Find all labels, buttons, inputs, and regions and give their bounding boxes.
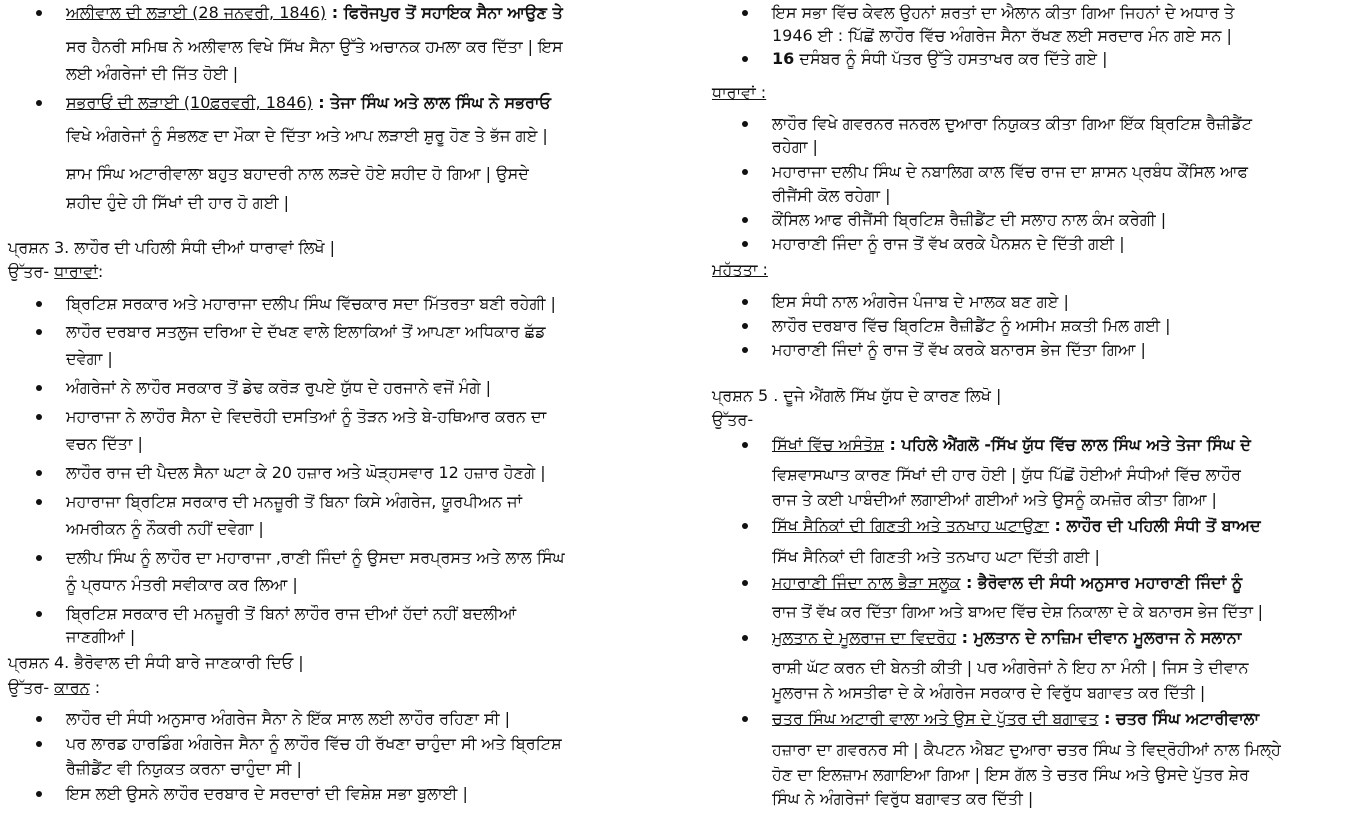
list-item [772, 571, 1242, 595]
text-line: ਸਿੰਘ ਨੇ ਅੰਗਰੇਜਾਂ ਵਿਰੁੱਧ ਬਗਾਵਤ ਕਰ ਦਿੱਤੀ | [772, 789, 1034, 808]
text-line: ਵਿਖੇ ਅੰਗਰੇਜਾਂ ਨੂੰ ਸੰਭਲਣ ਦਾ ਮੌਕਾ ਦੇ ਦਿੱਤਾ ਅਤੇ ਆਪ ਲੜਾਈ ਸ਼ੁਰੂ ਹੋਣ ਤੇ ਭੱਜ ਗਏ | [66, 126, 548, 145]
text-line: ਹੋਣ ਦਾ ਇਲਜ਼ਾਮ ਲਗਾਇਆ ਗਿਆ | ਇਸ ਗੱਲ ਤੇ ਚਤਰ ਸਿੰਘ ਅਤੇ ਉਸਦੇ ਪੁੱਤਰ ਸ਼ੇਰ [772, 765, 1250, 784]
answer-label: ਉੱਤਰ- [712, 410, 754, 429]
list-item [772, 626, 1241, 650]
list-item [772, 514, 1261, 538]
text-line: 1946 ਈ : ਪਿੱਛੋਂ ਲਾਹੌਰ ਵਿੱਚ ਅੰਗਰੇਜ ਸੈਨਾ ਰੱਖਣ ਲਈ ਸਰਦਾਰ ਮੰਨ ਗਏ ਸਨ | [772, 26, 1232, 45]
section-heading: ਧਾਰਾਵਾਂ [54, 262, 98, 281]
list-item: ਲਾਹੌਰ ਦਰਬਾਰ ਸਤਲੁਜ ਦਰਿਆ ਦੇ ਦੱਖਣ ਵਾਲੇ ਇਲਾਕਿਆਂ ਤੋਂ ਆਪਣਾ ਅਧਿਕਾਰ ਛੱਡ [66, 320, 546, 344]
text-line: ਰਾਜ ਤੋਂ ਵੱਖ ਕਰ ਦਿੱਤਾ ਗਿਆ ਅਤੇ ਬਾਅਦ ਵਿੱਚ ਦੇਸ਼ ਨਿਕਾਲਾ ਦੇ ਕੇ ਬਨਾਰਸ ਭੇਜ ਦਿੱਤਾ | [772, 602, 1263, 621]
list-item: ਮਹਾਰਾਣੀ ਜਿੰਦਾਂ ਨੂੰ ਰਾਜ ਤੋਂ ਵੱਖ ਕਰਕੇ ਬਨਾਰਸ ਭੇਜ ਦਿੱਤਾ ਗਿਆ | [772, 338, 1146, 362]
list-item [772, 433, 1251, 457]
text-line: ਦਵੇਗਾ | [66, 349, 113, 368]
text-line: ਸ਼ਹੀਦ ਹੁੰਦੇ ਹੀ ਸਿੱਖਾਂ ਦੀ ਹਾਰ ਹੋ ਗਈ | [66, 193, 290, 212]
text-line: ਵਚਨ ਦਿੱਤਾ | [66, 434, 143, 453]
text-line: ਸਰ ਹੈਨਰੀ ਸਮਿਥ ਨੇ ਅਲੀਵਾਲ ਵਿਖੇ ਸਿੱਖ ਸੈਨਾ ਉੱਤੇ ਅਚਾਨਕ ਹਮਲਾ ਕਰ ਦਿੱਤਾ | ਇਸ [66, 37, 563, 56]
question-3: ਪ੍ਰਸ਼ਨ 3. ਲਾਹੌਰ ਦੀ ਪਹਿਲੀ ਸੰਧੀ ਦੀਆਂ ਧਾਰਾਵਾਂ ਲਿਖੋ | [8, 238, 336, 257]
text-line: ਰੈਜ਼ੀਡੈਂਟ ਵੀ ਨਿਯੁਕਤ ਕਰਨਾ ਚਾਹੁੰਦਾ ਸੀ | [66, 759, 302, 778]
list-item: ਮਹਾਰਾਜਾ ਨੇ ਲਾਹੌਰ ਸੈਨਾ ਦੇ ਵਿਦਰੋਹੀ ਦਸਤਿਆਂ ਨੂੰ ਤੋੜਨ ਅਤੇ ਬੇ-ਹਥਿਆਰ ਕਰਨ ਦਾ [66, 405, 546, 429]
answer-prefix: ਉੱਤਰ- [8, 678, 55, 697]
heading-jindan: ਮਹਾਰਾਣੀ ਜਿੰਦਾ ਨਾਲ ਭੈੜਾ ਸਲੂਕ [772, 573, 961, 592]
list-item: ਮਹਾਰਾਜਾ ਬ੍ਰਿਟਿਸ਼ ਸਰਕਾਰ ਦੀ ਮਨਜ਼ੂਰੀ ਤੋਂ ਬਿਨਾ ਕਿਸੇ ਅੰਗਰੇਜ, ਯੂਰਪੀਅਨ ਜਾਂ [66, 490, 522, 514]
answer-prefix: ਉੱਤਰ- [8, 262, 55, 281]
text-line: ਦਸੰਬਰ ਨੂੰ ਸੰਧੀ ਪੱਤਰ ਉੱਤੇ ਹਸਤਾਖਰ ਕਰ ਦਿੱਤੇ ਗਏ | [794, 49, 1108, 68]
text-line: ਸਿੱਖ ਸੈਨਿਕਾਂ ਦੀ ਗਿਣਤੀ ਅਤੇ ਤਨਖਾਹ ਘਟਾ ਦਿੱਤੀ ਗਈ | [772, 547, 1100, 566]
list-item: ਅੰਗਰੇਜਾਂ ਨੇ ਲਾਹੌਰ ਸਰਕਾਰ ਤੋਂ ਡੇਢ ਕਰੋੜ ਰੁਪਏ ਯੁੱਧ ਦੇ ਹਰਜਾਨੇ ਵਜੋਂ ਮੰਗੇ | [66, 376, 491, 400]
text-line: ਰੀਜੈਂਸੀ ਕੋਲ ਰਹੇਗਾ | [772, 186, 891, 205]
text-line: : ਫਿਰੋਜਪੁਰ ਤੋਂ ਸਹਾਇਕ ਸੈਨਾ ਆਉਣ ਤੇ [326, 3, 563, 22]
text-line: ਰਹੇਗਾ | [772, 137, 818, 156]
text-line: : ਲਾਹੌਰ ਦੀ ਪਹਿਲੀ ਸੰਧੀ ਤੋਂ ਬਾਅਦ [1048, 516, 1261, 535]
list-item: ਪਰ ਲਾਰਡ ਹਾਰਡਿੰਗ ਅੰਗਰੇਜ ਸੈਨਾ ਨੂੰ ਲਾਹੌਰ ਵਿੱਚ ਹੀ ਰੱਖਣਾ ਚਾਹੁੰਦਾ ਸੀ ਅਤੇ ਬ੍ਰਿਟਿਸ਼ [66, 732, 562, 756]
heading-army-reduction: ਸਿੱਖ ਸੈਨਿਕਾਂ ਦੀ ਗਿਣਤੀ ਅਤੇ ਤਨਖਾਹ ਘਟਾਉਣਾ [772, 516, 1049, 535]
text-line: : ਤੇਜਾ ਸਿੰਘ ਅਤੇ ਲਾਲ ਸਿੰਘ ਨੇ ਸਭਰਾਓ [312, 93, 551, 112]
text-line: ਲਈ ਅੰਗਰੇਜਾਂ ਦੀ ਜਿੱਤ ਹੋਈ | [66, 64, 239, 83]
list-item [66, 1, 563, 25]
list-item: ਲਾਹੌਰ ਦੀ ਸੰਧੀ ਅਨੁਸਾਰ ਅੰਗਰੇਜ ਸੈਨਾ ਨੇ ਇੱਕ ਸਾਲ ਲਈ ਲਾਹੌਰ ਰਹਿਣਾ ਸੀ | [66, 707, 510, 731]
list-item: ਦਲੀਪ ਸਿੰਘ ਨੂੰ ਲਾਹੌਰ ਦਾ ਮਹਾਰਾਜਾ ,ਰਾਣੀ ਜਿੰਦਾਂ ਨੂੰ ਉਸਦਾ ਸਰਪ੍ਰਸਤ ਅਤੇ ਲਾਲ ਸਿੰਘ [66, 546, 564, 570]
section-heading: ਕਾਰਨ [54, 678, 90, 697]
text-line: ਅਮਰੀਕਨ ਨੂੰ ਨੌਕਰੀ ਨਹੀਂ ਦਵੇਗਾ | [66, 519, 264, 538]
list-item: ਕੌਂਸਿਲ ਆਫ ਰੀਜੈਂਸੀ ਬ੍ਰਿਟਿਸ਼ ਰੈਜ਼ੀਡੈਂਟ ਦੀ ਸਲਾਹ ਨਾਲ ਕੰਮ ਕਰੇਗੀ | [772, 208, 1166, 232]
text-line: : ਪਹਿਲੇ ਐਂਗਲੋ -ਸਿੱਖ ਯੁੱਧ ਵਿੱਚ ਲਾਲ ਸਿੰਘ ਅਤੇ ਤੇਜਾ ਸਿੰਘ ਦੇ [883, 435, 1251, 454]
text-line: : ਭੈਰੋਵਾਲ ਦੀ ਸੰਧੀ ਅਨੁਸਾਰ ਮਹਾਰਾਣੀ ਜਿੰਦਾਂ ਨੂੰ [960, 573, 1243, 592]
list-item: ਮਹਾਰਾਜਾ ਦਲੀਪ ਸਿੰਘ ਦੇ ਨਬਾਲਿਗ ਕਾਲ ਵਿੱਚ ਰਾਜ ਦਾ ਸ਼ਾਸਨ ਪ੍ਰਬੰਧ ਕੌਂਸਿਲ ਆਫ [772, 160, 1248, 184]
heading-aliwal: ਅਲੀਵਾਲ ਦੀ ਲੜਾਈ (28 ਜਨਵਰੀ, 1846) [66, 3, 327, 22]
date-number: 16 [772, 49, 795, 68]
section-heading: ਮਹੱਤਤਾ : [712, 260, 768, 279]
list-item: ਇਸ ਸਭਾ ਵਿੱਚ ਕੇਵਲ ਉਹਨਾਂ ਸ਼ਰਤਾਂ ਦਾ ਐਲਾਨ ਕੀਤਾ ਗਿਆ ਜਿਹਨਾਂ ਦੇ ਅਧਾਰ ਤੇ [772, 1, 1234, 25]
list-item [772, 47, 1107, 71]
text-line: ਜਾਣਗੀਆਂ | [66, 627, 136, 646]
list-item: ਮਹਾਰਾਣੀ ਜਿੰਦਾ ਨੂੰ ਰਾਜ ਤੋਂ ਵੱਖ ਕਰਕੇ ਪੈਨਸ਼ਨ ਦੇ ਦਿੱਤੀ ਗਈ | [772, 232, 1125, 256]
text-line: ਸ਼ਾਮ ਸਿੰਘ ਅਟਾਰੀਵਾਲਾ ਬਹੁਤ ਬਹਾਦਰੀ ਨਾਲ ਲੜਦੇ ਹੋਏ ਸ਼ਹੀਦ ਹੋ ਗਿਆ | ਉਸਦੇ [66, 164, 529, 183]
text-line: ਹਜ਼ਾਰਾ ਦਾ ਗਵਰਨਰ ਸੀ | ਕੈਪਟਨ ਐਬਟ ਦੁਆਰਾ ਚਤਰ ਸਿੰਘ ਤੇ ਵਿਦ੍ਰੋਹੀਆਂ ਨਾਲ ਮਿਲ੍ਹੇ [772, 740, 1281, 759]
text-line: ਰਾਜ ਤੇ ਕਈ ਪਾਬੰਦੀਆਂ ਲਗਾਈਆਂ ਗਈਆਂ ਅਤੇ ਉਸਨੂੰ ਕਮਜ਼ੋਰ ਕੀਤਾ ਗਿਆ | [772, 490, 1217, 509]
colon: : [97, 262, 104, 281]
heading-discontent: ਸਿੱਖਾਂ ਵਿੱਚ ਅਸੰਤੋਸ਼ [772, 435, 884, 454]
text-line: ਨੂੰ ਪ੍ਰਧਾਨ ਮੰਤਰੀ ਸਵੀਕਾਰ ਕਰ ਲਿਆ | [66, 575, 298, 594]
question-4: ਪ੍ਰਸ਼ਨ 4. ਭੈਰੋਵਾਲ ਦੀ ਸੰਧੀ ਬਾਰੇ ਜਾਣਕਾਰੀ ਦਿਓ | [8, 653, 304, 672]
heading-multan: ਮੁਲਤਾਨ ਦੇ ਮੂਲਰਾਜ ਦਾ ਵਿਦਰੋਹ [772, 628, 957, 647]
text-line: ਰਾਸ਼ੀ ਘੱਟ ਕਰਨ ਦੀ ਬੇਨਤੀ ਕੀਤੀ | ਪਰ ਅੰਗਰੇਜਾਂ ਨੇ ਇਹ ਨਾ ਮੰਨੀ | ਜਿਸ ਤੇ ਦੀਵਾਨ [772, 658, 1249, 677]
text-line: : ਚਤਰ ਸਿੰਘ ਅਟਾਰੀਵਾਲਾ [1098, 709, 1260, 728]
text-line: ਮੂਲਰਾਜ ਨੇ ਅਸਤੀਫਾ ਦੇ ਕੇ ਅੰਗਰੇਜ ਸਰਕਾਰ ਦੇ ਵਿਰੁੱਧ ਬਗਾਵਤ ਕਰ ਦਿੱਤੀ | [772, 683, 1206, 702]
colon: : [89, 678, 101, 697]
list-item: ਬ੍ਰਿਟਿਸ਼ ਸਰਕਾਰ ਦੀ ਮਨਜ਼ੂਰੀ ਤੋਂ ਬਿਨਾਂ ਲਾਹੌਰ ਰਾਜ ਦੀਆਂ ਹੱਦਾਂ ਨਹੀਂ ਬਦਲੀਆਂ [66, 602, 516, 626]
list-item: ਲਾਹੌਰ ਵਿਖੇ ਗਵਰਨਰ ਜਨਰਲ ਦੁਆਰਾ ਨਿਯੁਕਤ ਕੀਤਾ ਗਿਆ ਇੱਕ ਬ੍ਰਿਟਿਸ਼ ਰੈਜ਼ੀਡੈਂਟ [772, 112, 1252, 136]
text-line: : ਮੁਲਤਾਨ ਦੇ ਨਾਜ਼ਿਮ ਦੀਵਾਨ ਮੂਲਰਾਜ ਨੇ ਸਲਾਨਾ [956, 628, 1242, 647]
answer-label [8, 260, 103, 284]
list-item: ਲਾਹੌਰ ਰਾਜ ਦੀ ਪੈਦਲ ਸੈਨਾ ਘਟਾ ਕੇ 20 ਹਜ਼ਾਰ ਅਤੇ ਘੋੜ੍ਹਸਵਾਰ 12 ਹਜ਼ਾਰ ਹੋਣਗੇ | [66, 461, 546, 485]
question-5: ਪ੍ਰਸ਼ਨ 5 . ਦੂਜੇ ਐਂਗਲੋ ਸਿੱਖ ਯੁੱਧ ਦੇ ਕਾਰਣ ਲਿਖੋ | [712, 386, 1002, 405]
list-item [66, 91, 551, 115]
answer-label [8, 676, 100, 700]
list-item: ਇਸ ਸੰਧੀ ਨਾਲ ਅੰਗਰੇਜ ਪੰਜਾਬ ਦੇ ਮਾਲਕ ਬਣ ਗਏ | [772, 290, 1069, 314]
list-item: ਇਸ ਲਈ ਉਸਨੇ ਲਾਹੌਰ ਦਰਬਾਰ ਦੇ ਸਰਦਾਰਾਂ ਦੀ ਵਿਸ਼ੇਸ਼ ਸਭਾ ਬੁਲਾਈ | [66, 782, 468, 806]
list-item: ਲਾਹੌਰ ਦਰਬਾਰ ਵਿੱਚ ਬ੍ਰਿਟਿਸ਼ ਰੈਜ਼ੀਡੈਂਟ ਨੂੰ ਅਸੀਮ ਸ਼ਕਤੀ ਮਿਲ ਗਈ | [772, 314, 1171, 338]
heading-sabraon: ਸਭਰਾਓਂ ਦੀ ਲੜਾਈ (10ਫ਼ਰਵਰੀ, 1846) [66, 93, 313, 112]
list-item [772, 707, 1259, 731]
heading-chattar-singh: ਚਤਰ ਸਿੰਘ ਅਟਾਰੀ ਵਾਲਾ ਅਤੇ ਉਸ ਦੇ ਪੁੱਤਰ ਦੀ ਬਗਾਵਤ [772, 709, 1099, 728]
section-heading: ਧਾਰਾਵਾਂ : [712, 83, 767, 102]
text-line: ਵਿਸ਼ਵਾਸਘਾਤ ਕਾਰਣ ਸਿੱਖਾਂ ਦੀ ਹਾਰ ਹੋਈ | ਯੁੱਧ ਪਿੱਛੋਂ ਹੋਈਆਂ ਸੰਧੀਆਂ ਵਿੱਚ ਲਾਹੌਰ [772, 465, 1241, 484]
list-item: ਬ੍ਰਿਟਿਸ਼ ਸਰਕਾਰ ਅਤੇ ਮਹਾਰਾਜਾ ਦਲੀਪ ਸਿੰਘ ਵਿੱਚਕਾਰ ਸਦਾ ਮਿੱਤਰਤਾ ਬਣੀ ਰਹੇਗੀ | [66, 292, 556, 316]
